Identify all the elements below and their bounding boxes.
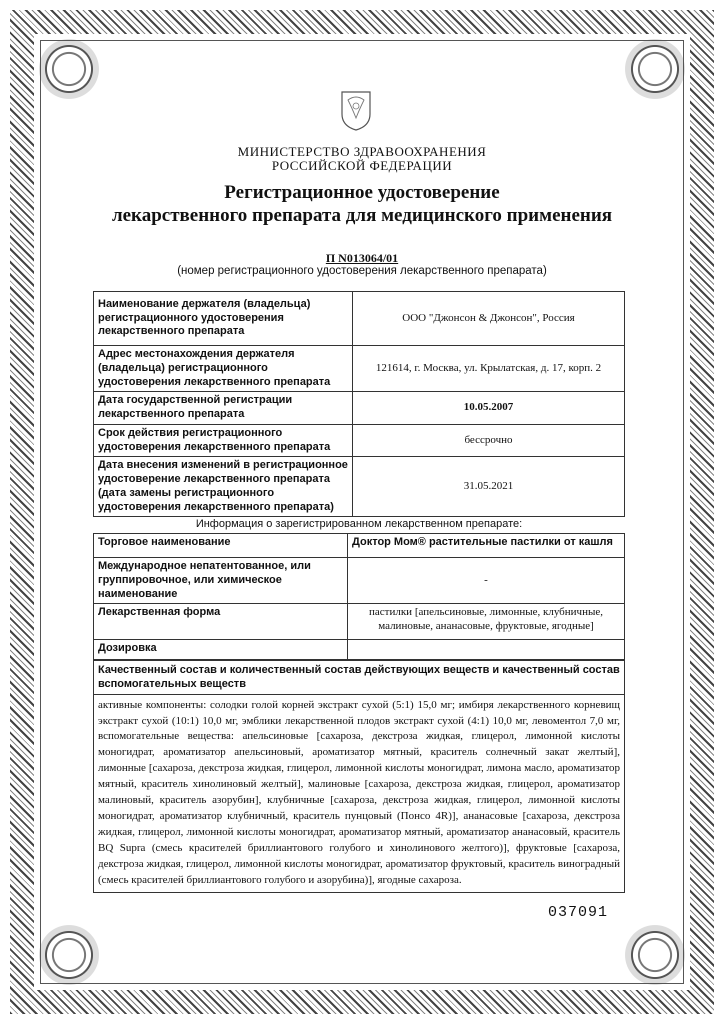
composition-text: активные компоненты: солодки голой корней экстракт сухой (5:1) 15,0 мг; имбиря лекарственного корневищ экстракт сухой (10:1) 10,0 мг, эмблики лекарственной плодов экстракт сухой (4:1) 10,0 мг, левоментол 7,0 мг, вспомогательные вещества: апельсиновые [сахароза, декстроза жидкая, глицерол, лимонной кислоты моногидрат, ароматизатор апельсиновый, ароматизатор мятный, краситель солнечный закат желтый], лимонные [сахароза, декстроза жидкая, глицерол, лимонной кислоты моногидрат, лимона масло, ароматизатор мятный, краситель хинолиновый желтый], малиновые [сахароза, декстроза жидкая, глицерол, ароматизатор малиновый, краситель азорубин], клубничные [сахароза, декстроза жидкая, глицерол, лимонной кислоты моногидрат, ароматизатор клубничный, краситель пунцовый (Понсо 4R)], ананасовые [сахароза, декстроза жидкая, глицерол, лимонной кислоты моногидрат, ароматизатор мятный, ароматизатор ананасовый, краситель BQ Supra (смесь красителей бриллиантового голубого и хинолинового желтого)], фруктовые [сахароза, декстроза жидкая, глицерол, лимонной кислоты моногидрат, ароматизатор фруктовый, краситель виноградный (смесь красителей бриллиантового голубого и азорубина)], ягодные сахароза. — [98, 698, 620, 886]
drug-info-table — [93, 533, 625, 660]
address-value: 121614, г. Москва, ул. Крылатская, д. 17, корп. 2 — [353, 346, 625, 392]
holder-label: Наименование держателя (владельца) регистрационного удостоверения лекарственного препарата — [94, 292, 353, 346]
table-row — [94, 534, 625, 558]
trade-name-label: Торговое наименование — [94, 534, 348, 558]
table-row — [94, 346, 625, 392]
trade-name-value: Доктор Мом® растительные пастилки от кашля — [348, 534, 625, 558]
change-date-value: 31.05.2021 — [353, 457, 625, 517]
dosage-form-value: пастилки [апельсиновые, лимонные, клубничные, малиновые, ананасовые, фруктовые, ягодные] — [348, 604, 625, 640]
document-title: Регистрационное удостоверение — [224, 182, 500, 203]
dosage-form-label: Лекарственная форма — [94, 604, 348, 640]
change-date-label: Дата внесения изменений в регистрационное удостоверение лекарственного препарата (дата замены регистрационного удостоверения лекарственного препарата) — [94, 457, 353, 517]
composition-heading: Качественный состав и количественный состав действующих веществ и качественный состав вспомогательных веществ — [94, 661, 624, 695]
table-row — [94, 424, 625, 457]
table-row — [94, 292, 625, 346]
validity-label: Срок действия регистрационного удостоверения лекарственного препарата — [94, 424, 353, 457]
table-row — [94, 640, 625, 660]
validity-value: бессрочно — [353, 424, 625, 457]
composition-block — [93, 660, 625, 893]
registration-date-label: Дата государственной регистрации лекарственного препарата — [94, 392, 353, 425]
document-subtitle: лекарственного препарата для медицинского применения — [111, 205, 613, 226]
table-row — [94, 558, 625, 604]
serial-number: 037091 — [548, 904, 609, 921]
dosage-label: Дозировка — [94, 640, 348, 660]
registration-table — [93, 291, 625, 517]
info-heading: Информация о зарегистрированном лекарственном препарате: — [195, 518, 523, 530]
registration-date-value: 10.05.2007 — [353, 392, 625, 425]
coat-of-arms-icon — [336, 88, 376, 132]
inn-value: - — [348, 558, 625, 604]
ministry-name: МИНИСТЕРСТВО ЗДРАВООХРАНЕНИЯ — [237, 144, 487, 159]
table-row — [94, 392, 625, 425]
dosage-value — [348, 640, 625, 660]
address-label: Адрес местонахождения держателя (владельца) регистрационного удостоверения лекарственного препарата — [94, 346, 353, 392]
registration-number-caption: (номер регистрационного удостоверения лекарственного препарата) — [177, 265, 547, 277]
table-row — [94, 457, 625, 517]
inn-label: Международное непатентованное, или группировочное, или химическое наименование — [94, 558, 348, 604]
registration-number: П N013064/01 — [325, 251, 399, 265]
table-row — [94, 604, 625, 640]
ministry-country: РОССИЙСКОЙ ФЕДЕРАЦИИ — [271, 158, 453, 173]
holder-value: ООО "Джонсон & Джонсон", Россия — [353, 292, 625, 346]
